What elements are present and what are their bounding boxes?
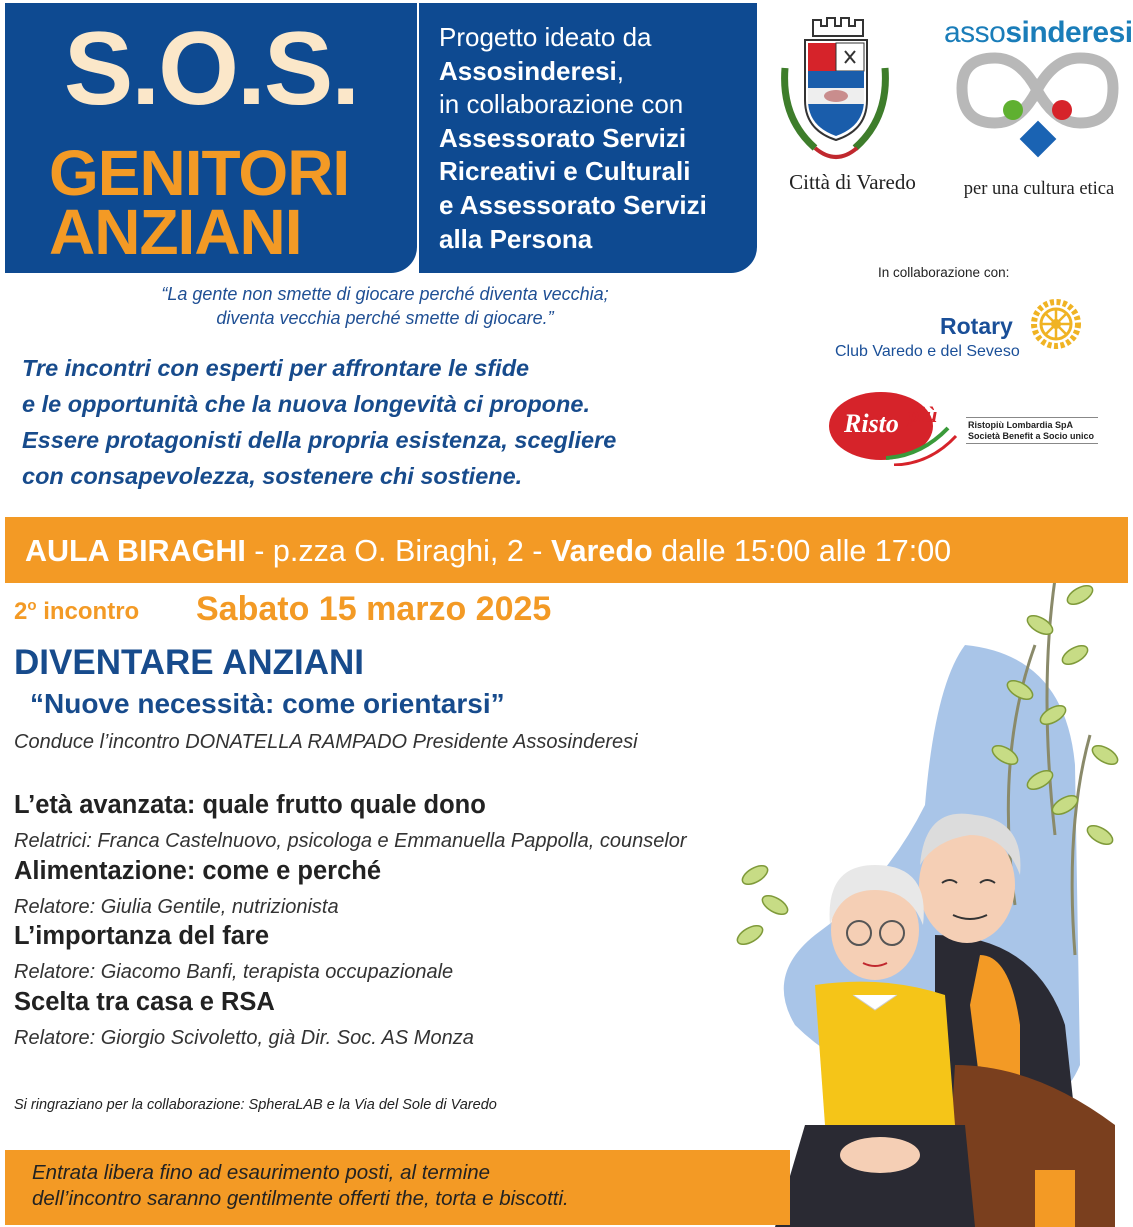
ristopiu-logo-icon	[826, 388, 958, 466]
city: Varedo	[550, 534, 653, 568]
thanks-note: Si ringraziano per la collaborazione: SpheraLAB e la Via del Sole di Varedo	[14, 1097, 497, 1113]
quote-line: diventa vecchia perché smette di giocare.”	[216, 308, 554, 328]
meeting-number	[14, 597, 139, 626]
talk-title: Scelta tra casa e RSA	[14, 988, 275, 1016]
title-anziani: ANZIANI	[49, 196, 302, 268]
meeting-ordinal: o	[27, 597, 37, 614]
meeting-date: Sabato 15 marzo 2025	[196, 590, 552, 628]
project-comma: ,	[616, 55, 624, 86]
venue: AULA BIRAGHI	[25, 534, 246, 568]
intro-line: Tre incontri con esperti per affrontare le sfide	[22, 355, 530, 381]
talk-title: L’importanza del fare	[14, 922, 270, 950]
intro-line: con consapevolezza, sostenere chi sostiene.	[22, 463, 523, 489]
assosinderesi-wordmark	[944, 16, 1133, 50]
footer-line: Entrata libera fino ad esaurimento posti, al termine	[32, 1161, 491, 1184]
project-org: Assosinderesi	[439, 55, 617, 86]
address: - p.zza O. Biraghi, 2 -	[245, 534, 551, 568]
project-line: e Assessorato Servizi	[439, 189, 707, 220]
talk-speaker: Relatore: Giorgio Scivoletto, già Dir. Soc. AS Monza	[14, 1027, 474, 1049]
time: dalle 15:00 alle 17:00	[652, 534, 952, 568]
intro-line: e le opportunità che la nuova longevità ci propone.	[22, 391, 590, 417]
footer-line: dell’incontro saranno gentilmente offerti the, torta e biscotti.	[32, 1187, 569, 1210]
talk-speaker: Relatrici: Franca Castelnuovo, psicologa e Emmanuella Pappolla, counselor	[14, 830, 687, 852]
intro-line: Essere protagonisti della propria esistenza, scegliere	[22, 427, 617, 453]
title-sos: S.O.S.	[63, 11, 359, 127]
intro-text	[22, 350, 782, 494]
varedo-crest-icon	[775, 8, 895, 178]
meeting-subtitle: “Nuove necessità: come orientarsi”	[30, 688, 505, 719]
rotary-club-label: Club Varedo e del Seveso	[835, 343, 1020, 360]
project-org-line	[439, 55, 749, 89]
assosinderesi-tagline: per una cultura etica	[963, 179, 1115, 199]
meeting-topic: DIVENTARE ANZIANI	[14, 643, 364, 682]
talk-title: Alimentazione: come e perché	[14, 857, 382, 885]
rotary-wheel-icon	[1030, 298, 1082, 350]
project-box	[419, 3, 757, 273]
assosinderesi-logo-icon	[950, 48, 1125, 173]
svg-text:Risto: Risto	[844, 409, 899, 438]
talk-speaker: Relatore: Giacomo Banfi, terapista occupazionale	[14, 961, 454, 983]
ristopiu-info-line: Ristopiù Lombardia SpA	[968, 420, 1074, 430]
asso-bold: sinderesi	[1005, 16, 1133, 49]
project-line: Ricreativi e Culturali	[439, 156, 691, 187]
project-line: in collaborazione con	[439, 89, 684, 120]
meeting-conductor: Conduce l’incontro DONATELLA RAMPADO Presidente Assosinderesi	[14, 731, 638, 753]
title-box	[5, 3, 417, 273]
ristopiu-info	[966, 417, 1098, 444]
meeting-label: incontro	[36, 598, 140, 625]
project-line: Progetto ideato da	[439, 22, 652, 52]
collaboration-label: In collaborazione con:	[878, 265, 1010, 280]
project-line: Assessorato Servizi	[439, 122, 687, 153]
elderly-couple-illustration	[735, 505, 1133, 1227]
project-line: alla Persona	[439, 223, 593, 254]
talk-speaker: Relatore: Giulia Gentile, nutrizionista	[14, 896, 339, 918]
project-text	[439, 21, 749, 256]
talk-title: L’età avanzata: quale frutto quale dono	[14, 791, 486, 819]
citta-di-varedo-label: Città di Varedo	[789, 170, 916, 194]
footer-text	[32, 1160, 752, 1212]
quote-line: “La gente non smette di giocare perché diventa vecchia;	[161, 284, 609, 304]
asso-light: asso	[944, 16, 1006, 49]
rotary-name: Rotary	[940, 313, 1013, 339]
ristopiu-info-line: Società Benefit a Socio unico	[968, 431, 1095, 441]
location-text	[25, 534, 951, 569]
meeting-number-value: 2	[14, 598, 28, 625]
quote	[30, 282, 740, 330]
title-genitori: GENITORI	[49, 137, 350, 209]
svg-text:più: più	[908, 402, 938, 427]
